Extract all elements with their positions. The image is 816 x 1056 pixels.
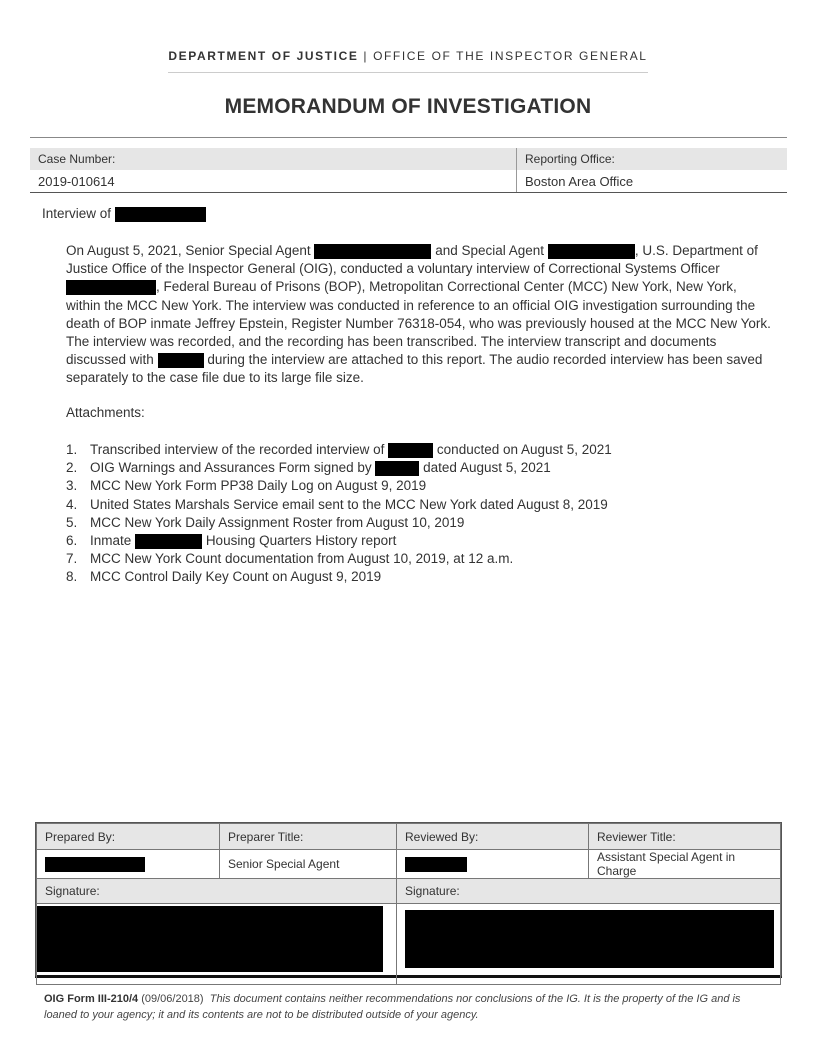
list-text: Inmate [90,533,132,549]
signature-label-reviewer: Signature: [397,879,781,904]
list-number: 5. [66,514,78,530]
title-divider [30,137,787,138]
list-text: MCC New York Count documentation from August 10, 2019, at 12 a.m. [90,551,514,567]
case-table-divider [30,192,787,193]
list-item [66,496,766,514]
preparer-title: Senior Special Agent [220,850,397,879]
body-text: , U.S. Department of Justice Office of the Inspector General (OIG), conducted a voluntary interview of Correctional Systems Officer [66,243,758,277]
redaction-block [375,461,419,476]
list-number: 3. [66,478,78,494]
list-item [66,441,766,459]
page-title: MEMORANDUM OF INVESTIGATION [224,95,592,118]
list-item [66,477,766,495]
list-item [66,568,766,586]
office-name: OFFICE OF THE INSPECTOR GENERAL [373,49,648,63]
signature-label: Signature: [37,879,397,904]
body-text: during the interview are attached to this report. The audio recorded interview has been saved separately to the case file due to its large file size. [66,352,763,386]
list-item [66,550,766,568]
list-text: MCC New York Daily Assignment Roster from August 10, 2019 [90,514,465,530]
list-number: 2. [66,460,78,476]
reviewer-title: Assistant Special Agent in Charge [589,850,781,879]
header-divider [168,72,648,73]
list-text: Transcribed interview of the recorded interview of [90,442,385,457]
form-date: (09/06/2018) [141,993,204,1005]
list-number: 6. [66,533,78,549]
redaction-block [405,857,467,872]
redaction-block [45,857,145,872]
reviewer-name [397,850,589,879]
attachments-heading: Attachments: [66,405,145,420]
interview-subject [42,206,206,222]
list-text: dated August 5, 2021 [423,460,551,476]
list-text: United States Marshals Service email sent to the MCC New York dated August 8, 2019 [90,496,608,512]
case-number-value: 2019-010614 [38,173,115,189]
body-paragraph [66,242,772,388]
reviewer-title-label: Reviewer Title: [589,824,781,850]
redaction-block [135,534,202,549]
list-number: 1. [66,442,78,457]
body-text: , Federal Bureau of Prisons (BOP), Metropolitan Correctional Center (MCC) New York, New York, within the MCC New York. The interview was conducted in reference to an official OIG investigation surrounding the death of BOP inmate Jeffrey Epstein, Register Number 76318-054, who was previously housed at the MCC New York. The interview was recorded, and the recording has been transcribed. The interview transcript and documents discussed with [66,279,771,368]
form-number: OIG Form III-210/4 [44,993,139,1005]
redaction-block [314,244,431,259]
list-text: Housing Quarters History report [205,533,397,549]
preparer-title-label: Preparer Title: [220,824,397,850]
list-text: conducted on August 5, 2021 [436,442,612,457]
list-text: OIG Warnings and Assurances Form signed by [90,460,372,476]
list-text: MCC Control Daily Key Count on August 9, 2019 [90,569,382,585]
reviewed-by-label: Reviewed By: [397,824,589,850]
reporting-office-label: Reporting Office: [517,148,788,170]
redaction-block [115,207,206,222]
preparer-name [37,850,220,879]
redaction-block [388,443,433,458]
redaction-block [548,244,635,259]
redaction-block [158,353,204,368]
list-item [66,459,766,477]
body-text: On August 5, 2021, Senior Special Agent [66,243,311,258]
body-text: and Special Agent [435,243,545,258]
agency-name: DEPARTMENT OF JUSTICE [168,49,359,63]
list-number: 8. [66,569,78,585]
subject-prefix: Interview of [42,206,112,221]
disclaimer-text: This document contains neither recommendations nor conclusions of the IG. It is the property of the IG and is loaned to your agency; it and its contents are not to be distributed outside of your agency. [44,993,741,1021]
redaction-block [37,906,383,972]
list-item [66,532,766,550]
list-number: 4. [66,496,78,512]
redaction-block [405,910,774,968]
header-separator: | [363,49,369,63]
redaction-block [66,280,156,295]
reporting-office-value: Boston Area Office [517,170,788,192]
attachments-list [66,441,766,587]
case-number-label: Case Number: [30,148,517,170]
list-text: MCC New York Form PP38 Daily Log on August 9, 2019 [90,478,427,494]
form-footer [44,991,774,1023]
reviewer-signature [397,904,781,985]
signature-block [35,822,782,978]
list-item [66,514,766,532]
case-info-table [30,148,787,192]
agency-header [0,49,816,63]
signature-table [36,823,781,985]
list-number: 7. [66,551,78,567]
preparer-signature [37,904,397,985]
prepared-by-label: Prepared By: [37,824,220,850]
